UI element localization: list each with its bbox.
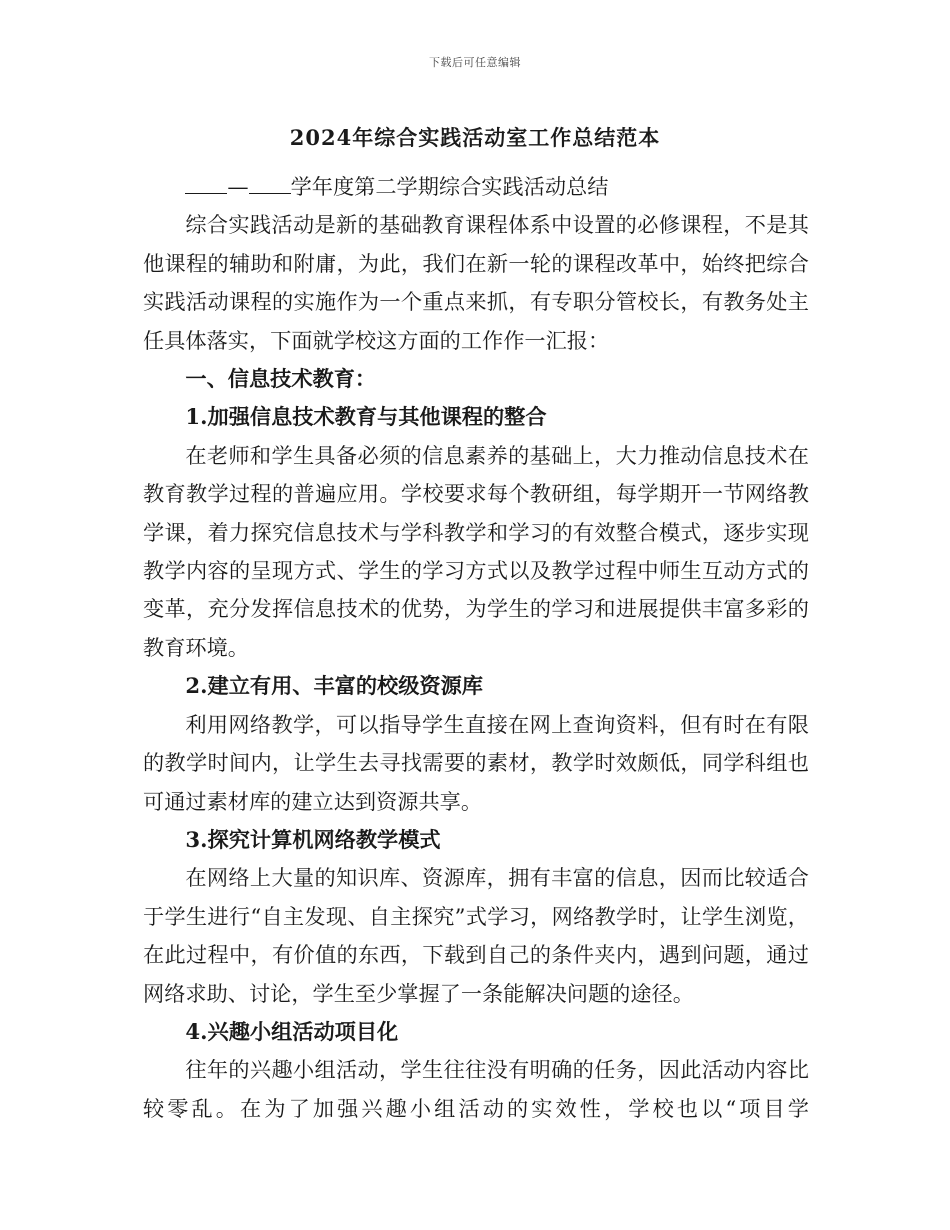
intro-paragraph: 综合实践活动是新的基础教育课程体系中设置的必修课程，不是其他课程的辅助和附庸，为此，我们在新一轮的课程改革中，始终把综合实践活动课程的实施作为一个重点来抓，有专职分管校长，有教务处主任具体落实，下面就学校这方面的工作作一汇报： [143, 212, 809, 353]
subtitle-line [143, 168, 809, 206]
subheading-3: 3.探究计算机网络教学模式 [185, 826, 441, 852]
blank-underline [249, 175, 291, 194]
paragraph-2: 利用网络教学，可以指导学生直接在网上查询资料，但有时在有限的教学时间内，让学生去寻找需要的素材，教学时效颇低，同学科组也可通过素材库的建立达到资源共享。 [143, 711, 809, 814]
document-title: 2024年综合实践活动室工作总结范本 [289, 125, 661, 150]
subtitle-text: 学年度第二学期综合实践活动总结 [290, 174, 609, 199]
document-body [143, 168, 809, 1128]
paragraph-4: 往年的兴趣小组活动，学生往往没有明确的任务，因此活动内容比较零乱。在为了加强兴趣小组活动的实效性，学校也以“项目学 [143, 1057, 809, 1121]
subheading-1: 1.加强信息技术教育与其他课程的整合 [185, 404, 547, 430]
paragraph-3: 在网络上大量的知识库、资源库，拥有丰富的信息，因而比较适合于学生进行“自主发现、自主探究”式学习，网络教学时，让学生浏览，在此过程中，有价值的东西，下载到自己的条件夹内，遇到问题，通过网络求助、讨论，学生至少掌握了一条能解决问题的途径。 [143, 865, 809, 1006]
subtitle-dash: — [227, 174, 249, 199]
header-note: 下载后可任意编辑 [429, 56, 521, 69]
paragraph-1: 在老师和学生具备必须的信息素养的基础上，大力推动信息技术在教育教学过程的普遍应用。学校要求每个教研组，每学期开一节网络教学课，着力探究信息技术与学科教学和学习的有效整合模式，逐步实现教学内容的呈现方式、学生的学习方式以及教学过程中师生互动方式的变革，充分发挥信息技术的优势，为学生的学习和进展提供丰富多彩的教育环境。 [143, 442, 809, 660]
subheading-4: 4.兴趣小组活动项目化 [185, 1018, 399, 1044]
section-heading: 一、信息技术教育： [185, 366, 377, 392]
blank-underline [185, 175, 227, 194]
subheading-2: 2.建立有用、丰富的校级资源库 [185, 673, 483, 699]
